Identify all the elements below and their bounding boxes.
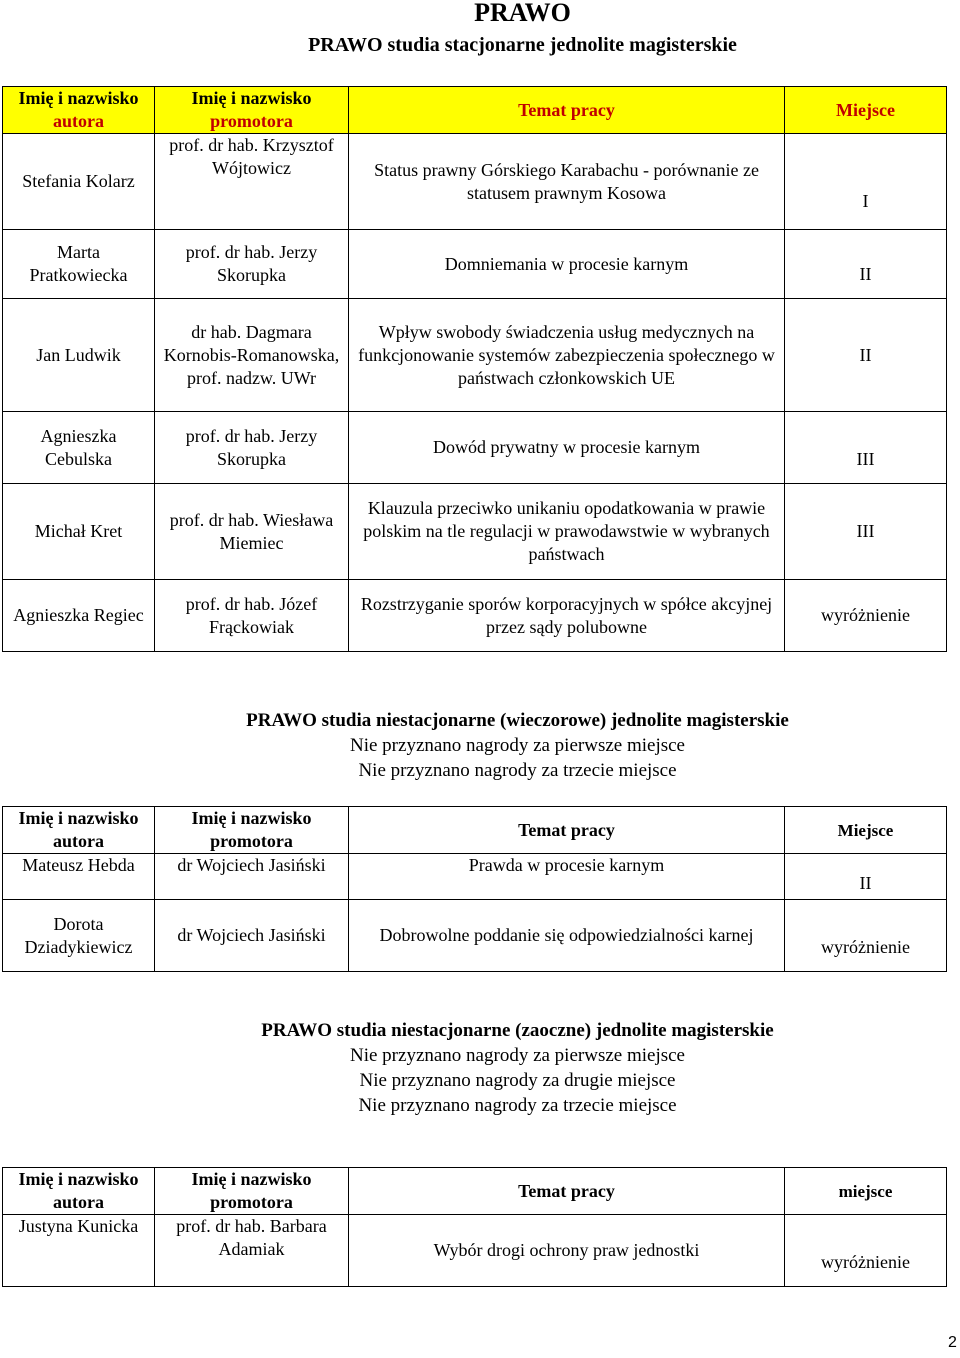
- table-row: [3, 484, 947, 580]
- header-topic: Temat pracy: [349, 1168, 785, 1215]
- section-note: Nie przyznano nagrody za pierwsze miejsce: [350, 735, 685, 756]
- author-cell: Justyna Kunicka: [3, 1215, 155, 1287]
- page-subtitle: PRAWO studia stacjonarne jednolite magisterskie: [308, 34, 737, 56]
- place-cell: III: [785, 412, 947, 484]
- topic-cell: Domniemania w procesie karnym: [349, 230, 785, 299]
- header-place: Miejsce: [785, 807, 947, 854]
- topic-cell: Rozstrzyganie sporów korporacyjnych w spółce akcyjnej przez sądy polubowne: [349, 580, 785, 652]
- author-cell: Marta Pratkowiecka: [3, 230, 155, 299]
- header-promoter: Imię i nazwisko promotora: [155, 1168, 349, 1215]
- topic-cell: Wybór drogi ochrony praw jednostki: [349, 1215, 785, 1287]
- results-table-zaoczne: [2, 1167, 947, 1287]
- promoter-cell: prof. dr hab. Jerzy Skorupka: [155, 230, 349, 299]
- topic-cell: Status prawny Górskiego Karabachu - porównanie ze statusem prawnym Kosowa: [349, 134, 785, 230]
- author-cell: Jan Ludwik: [3, 299, 155, 412]
- promoter-cell: dr hab. Dagmara Kornobis-Romanowska, prof. nadzw. UWr: [155, 299, 349, 412]
- table-row: [3, 900, 947, 972]
- author-cell: Stefania Kolarz: [3, 134, 155, 230]
- promoter-cell: prof. dr hab. Barbara Adamiak: [155, 1215, 349, 1287]
- promoter-cell: prof. dr hab. Krzysztof Wójtowicz: [155, 134, 349, 230]
- table-row: [3, 580, 947, 652]
- place-cell: III: [785, 484, 947, 580]
- promoter-cell: prof. dr hab. Jerzy Skorupka: [155, 412, 349, 484]
- header-author: Imię i nazwisko autora: [3, 1168, 155, 1215]
- results-table-wieczorowe: [2, 806, 947, 972]
- table-row: [3, 134, 947, 230]
- author-cell: Dorota Dziadykiewicz: [3, 900, 155, 972]
- table-row: [3, 1215, 947, 1287]
- author-cell: Michał Kret: [3, 484, 155, 580]
- table-row: [3, 230, 947, 299]
- promoter-cell: prof. dr hab. Wiesława Miemiec: [155, 484, 349, 580]
- place-cell: II: [785, 230, 947, 299]
- author-cell: Agnieszka Cebulska: [3, 412, 155, 484]
- section-heading: PRAWO studia niestacjonarne (zaoczne) jednolite magisterskie: [261, 1020, 774, 1041]
- topic-cell: Klauzula przeciwko unikaniu opodatkowania w prawie polskim na tle regulacji w prawodawstwie w wybranych państwach: [349, 484, 785, 580]
- place-cell: wyróżnienie: [785, 580, 947, 652]
- place-cell: II: [785, 854, 947, 900]
- author-cell: Agnieszka Regiec: [3, 580, 155, 652]
- place-cell: wyróżnienie: [785, 900, 947, 972]
- promoter-cell: dr Wojciech Jasiński: [155, 854, 349, 900]
- section-heading: PRAWO studia niestacjonarne (wieczorowe) jednolite magisterskie: [246, 710, 789, 731]
- place-cell: I: [785, 134, 947, 230]
- section-note: Nie przyznano nagrody za trzecie miejsce: [358, 1095, 677, 1116]
- page-number: 2: [948, 1334, 957, 1351]
- topic-cell: Dobrowolne poddanie się odpowiedzialności karnej: [349, 900, 785, 972]
- table-row: [3, 412, 947, 484]
- promoter-cell: prof. dr hab. Józef Frąckowiak: [155, 580, 349, 652]
- header-promoter: Imię i nazwisko promotora: [155, 87, 349, 134]
- header-promoter: Imię i nazwisko promotora: [155, 807, 349, 854]
- place-cell: wyróżnienie: [785, 1215, 947, 1287]
- topic-cell: Wpływ swobody świadczenia usług medycznych na funkcjonowanie systemów zabezpieczenia społecznego w państwach członkowskich UE: [349, 299, 785, 412]
- table-row: [3, 299, 947, 412]
- results-table-stacjonarne: [2, 86, 947, 652]
- table-header-row: [3, 1168, 947, 1215]
- promoter-cell: dr Wojciech Jasiński: [155, 900, 349, 972]
- table-header-row: [3, 87, 947, 134]
- author-cell: Mateusz Hebda: [3, 854, 155, 900]
- header-author: Imię i nazwisko autora: [3, 807, 155, 854]
- section-note: Nie przyznano nagrody za pierwsze miejsce: [350, 1045, 685, 1066]
- section-zaoczne: [0, 1018, 960, 1118]
- header-topic: Temat pracy: [349, 87, 785, 134]
- table-header-row: [3, 807, 947, 854]
- page-title: PRAWO: [474, 0, 571, 27]
- header-place: miejsce: [785, 1168, 947, 1215]
- table-row: [3, 854, 947, 900]
- place-cell: II: [785, 299, 947, 412]
- header-author: Imię i nazwisko autora: [3, 87, 155, 134]
- topic-cell: Dowód prywatny w procesie karnym: [349, 412, 785, 484]
- header-topic: Temat pracy: [349, 807, 785, 854]
- section-wieczorowe: [0, 708, 960, 783]
- section-note: Nie przyznano nagrody za drugie miejsce: [359, 1070, 676, 1091]
- header-place: Miejsce: [785, 87, 947, 134]
- section-note: Nie przyznano nagrody za trzecie miejsce: [358, 760, 677, 781]
- topic-cell: Prawda w procesie karnym: [349, 854, 785, 900]
